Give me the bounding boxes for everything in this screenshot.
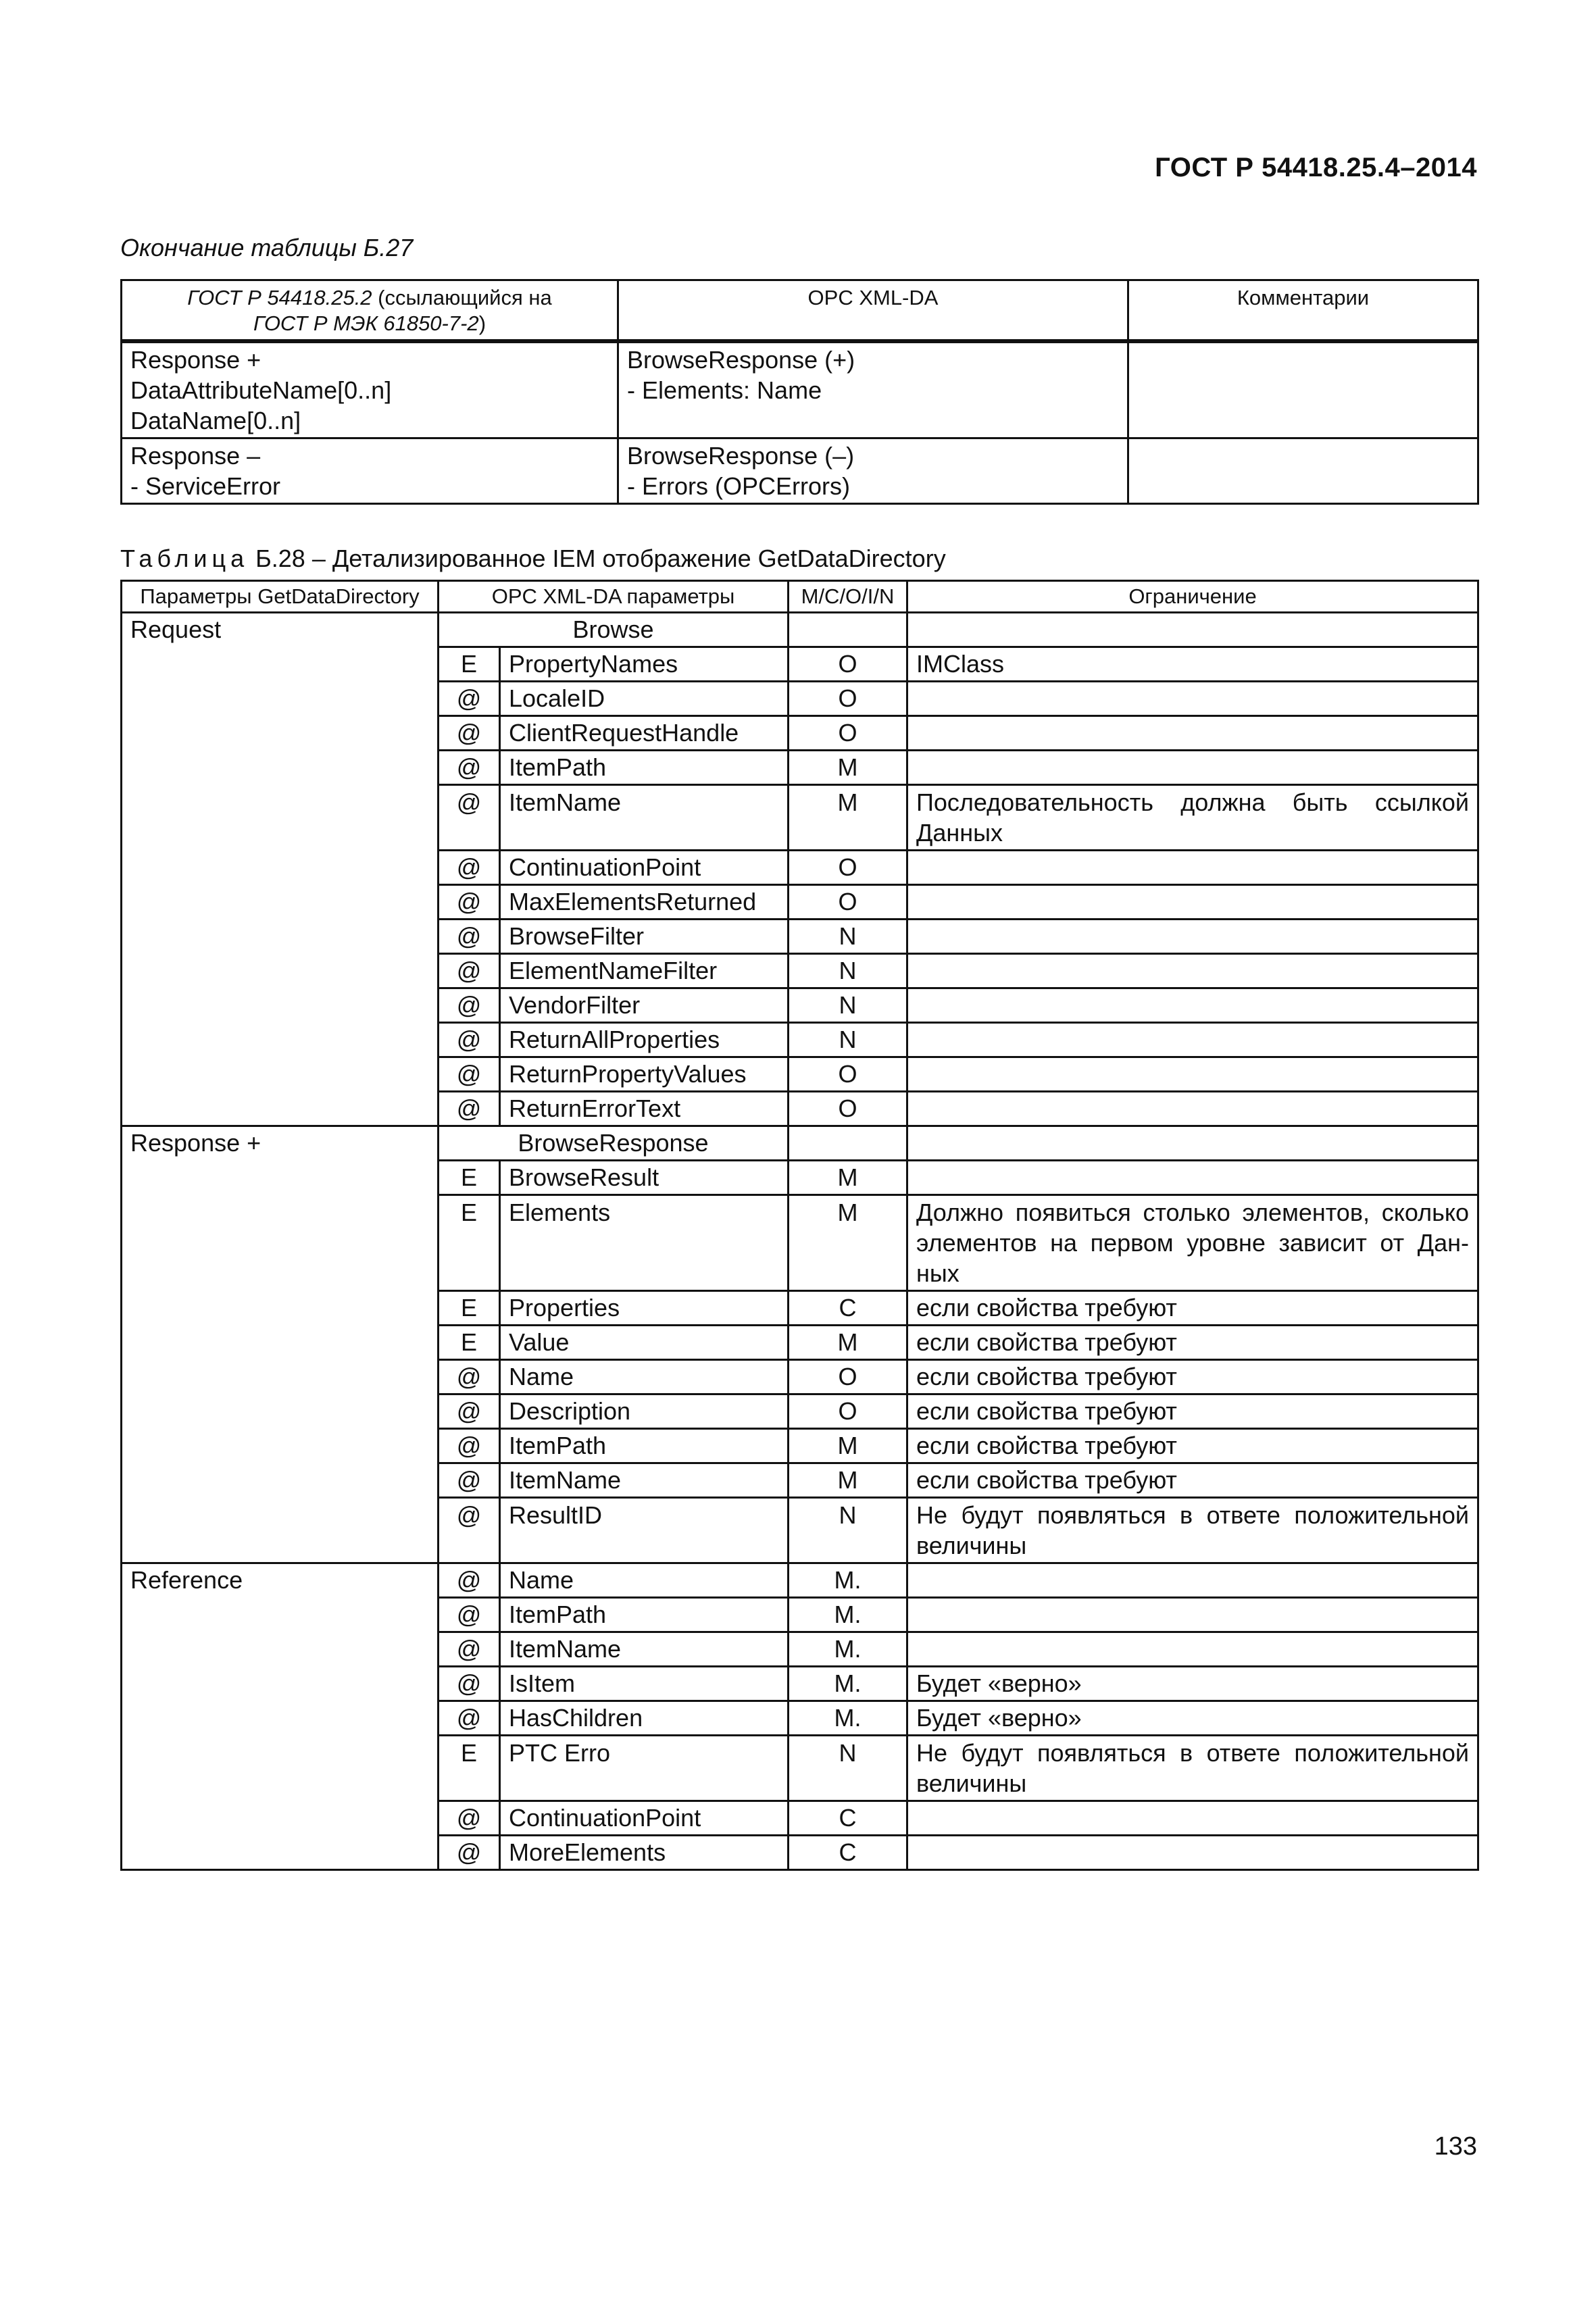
tag-cell: @ — [439, 954, 500, 988]
tag-cell: @ — [439, 751, 500, 785]
tag-cell: E — [439, 1291, 500, 1326]
param-name-cell: ItemPath — [500, 1598, 789, 1632]
param-name-cell: IsItem — [500, 1667, 789, 1701]
param-name-cell: Description — [500, 1394, 789, 1429]
mc-cell: C — [789, 1801, 907, 1836]
param-name-cell: ReturnAllProperties — [500, 1023, 789, 1057]
note-cell: Не будут появляться в ответе положительной величины — [907, 1736, 1478, 1801]
param-name-cell: PTC Erro — [500, 1736, 789, 1801]
mc-cell: N — [789, 1736, 907, 1801]
mc-cell: N — [789, 988, 907, 1023]
param-name-cell: ItemName — [500, 1632, 789, 1667]
param-name-cell: MaxElementsReturned — [500, 885, 789, 920]
mc-cell: N — [789, 920, 907, 954]
table-b27-header-opc: OPC XML-DA — [618, 280, 1128, 342]
note-cell — [907, 920, 1478, 954]
table-cell — [1128, 438, 1478, 504]
table-row — [122, 1126, 1478, 1161]
note-cell — [907, 988, 1478, 1023]
tag-cell: @ — [439, 920, 500, 954]
table-b28-caption: Таблица Б.28 – Детализированное IEM отображение GetDataDirectory — [120, 545, 946, 572]
table-cell — [1128, 341, 1478, 438]
mc-cell: M — [789, 1429, 907, 1463]
note-cell: Должно появиться столько элементов, сколько элементов на первом уровне зависит от Дан-ных — [907, 1195, 1478, 1291]
tag-cell: @ — [439, 1092, 500, 1126]
param-name-cell: ContinuationPoint — [500, 1801, 789, 1836]
table-row — [122, 1563, 1478, 1598]
tag-cell: @ — [439, 1360, 500, 1394]
param-name-cell: Elements — [500, 1195, 789, 1291]
tag-cell: @ — [439, 785, 500, 851]
table-cell: Response – - ServiceError — [122, 438, 618, 504]
table-row — [122, 341, 1478, 438]
mc-cell: M. — [789, 1563, 907, 1598]
table-cell: BrowseResponse (+) - Elements: Name — [618, 341, 1128, 438]
mc-cell: O — [789, 1057, 907, 1092]
tag-cell: @ — [439, 1463, 500, 1498]
param-name-cell: BrowseFilter — [500, 920, 789, 954]
header-opc-params: OPC XML-DA параметры — [439, 581, 789, 613]
note-cell: Не будут появляться в ответе положительной величины — [907, 1498, 1478, 1563]
tag-cell: @ — [439, 1701, 500, 1736]
table-row — [122, 613, 1478, 647]
note-cell — [907, 716, 1478, 751]
mc-cell: O — [789, 1360, 907, 1394]
mc-cell: C — [789, 1836, 907, 1870]
note-cell — [907, 751, 1478, 785]
tag-cell: @ — [439, 1498, 500, 1563]
tag-cell: @ — [439, 1801, 500, 1836]
mc-cell: O — [789, 647, 907, 682]
param-name-cell: ResultID — [500, 1498, 789, 1563]
note-cell — [907, 1563, 1478, 1598]
tag-cell: E — [439, 1736, 500, 1801]
table-row — [122, 438, 1478, 504]
param-name-cell: Name — [500, 1360, 789, 1394]
param-name-cell: HasChildren — [500, 1701, 789, 1736]
tag-cell: @ — [439, 1563, 500, 1598]
note-cell — [907, 1598, 1478, 1632]
mc-cell: M — [789, 1326, 907, 1360]
param-name-cell: ClientRequestHandle — [500, 716, 789, 751]
header-getdatadirectory-params: Параметры GetDataDirectory — [122, 581, 439, 613]
note-cell — [907, 682, 1478, 716]
param-name-cell: ItemPath — [500, 751, 789, 785]
note-cell — [907, 1836, 1478, 1870]
mc-cell: M — [789, 1195, 907, 1291]
tag-cell: E — [439, 647, 500, 682]
param-name-cell: ItemPath — [500, 1429, 789, 1463]
mc-cell — [789, 613, 907, 647]
note-cell — [907, 1092, 1478, 1126]
table-b27-header-gost: ГОСТ Р 54418.25.2 (ссылающийся на ГОСТ Р МЭК 61850-7-2) — [122, 280, 618, 342]
mc-cell: M — [789, 751, 907, 785]
param-name-cell: Properties — [500, 1291, 789, 1326]
mc-cell: M. — [789, 1632, 907, 1667]
tag-cell: @ — [439, 1429, 500, 1463]
mc-cell: O — [789, 851, 907, 885]
mc-cell: M. — [789, 1667, 907, 1701]
table-b28-header-row — [122, 581, 1478, 613]
tag-cell: E — [439, 1195, 500, 1291]
tag-cell: @ — [439, 1394, 500, 1429]
tag-cell: @ — [439, 988, 500, 1023]
param-name-cell: ItemName — [500, 1463, 789, 1498]
tag-cell: @ — [439, 716, 500, 751]
page-number: 133 — [1434, 2132, 1477, 2161]
group-label: Response + — [122, 1126, 439, 1563]
mc-cell: C — [789, 1291, 907, 1326]
group-label: Request — [122, 613, 439, 1126]
table-b28 — [120, 580, 1479, 1871]
note-cell: если свойства требуют — [907, 1394, 1478, 1429]
table-b27-header-row — [122, 280, 1478, 342]
param-name-cell: PropertyNames — [500, 647, 789, 682]
table-cell: BrowseResponse (–) - Errors (OPCErrors) — [618, 438, 1128, 504]
param-name-cell: ReturnPropertyValues — [500, 1057, 789, 1092]
mc-cell: O — [789, 1092, 907, 1126]
tag-cell: @ — [439, 851, 500, 885]
mc-cell: O — [789, 682, 907, 716]
mc-cell: N — [789, 1498, 907, 1563]
tag-cell: @ — [439, 1836, 500, 1870]
param-name-cell: VendorFilter — [500, 988, 789, 1023]
note-cell: если свойства требуют — [907, 1326, 1478, 1360]
note-cell: если свойства требуют — [907, 1429, 1478, 1463]
mc-cell: M — [789, 785, 907, 851]
mc-cell: N — [789, 954, 907, 988]
group-title: Browse — [439, 613, 789, 647]
table-b27-caption: Окончание таблицы Б.27 — [120, 234, 414, 261]
mc-cell: O — [789, 885, 907, 920]
note-cell — [907, 1057, 1478, 1092]
group-title: BrowseResponse — [439, 1126, 789, 1161]
tag-cell: @ — [439, 1023, 500, 1057]
note-cell: Будет «верно» — [907, 1667, 1478, 1701]
document-code: ГОСТ Р 54418.25.4–2014 — [1155, 153, 1477, 182]
note-cell: Последовательность должна быть ссылкой Данных — [907, 785, 1478, 851]
group-label: Reference — [122, 1563, 439, 1870]
note-cell — [907, 885, 1478, 920]
mc-cell: O — [789, 1394, 907, 1429]
table-cell: Response + DataAttributeName[0..n] DataName[0..n] — [122, 341, 618, 438]
mc-cell: N — [789, 1023, 907, 1057]
note-cell: Будет «верно» — [907, 1701, 1478, 1736]
note-cell — [907, 1801, 1478, 1836]
note-cell — [907, 1632, 1478, 1667]
note-cell — [907, 1023, 1478, 1057]
note-cell: если свойства требуют — [907, 1360, 1478, 1394]
note-cell — [907, 1126, 1478, 1161]
mc-cell: M. — [789, 1701, 907, 1736]
note-cell: IMClass — [907, 647, 1478, 682]
mc-cell: O — [789, 716, 907, 751]
tag-cell: @ — [439, 1667, 500, 1701]
note-cell — [907, 851, 1478, 885]
header-restriction: Ограничение — [907, 581, 1478, 613]
note-cell: если свойства требуют — [907, 1463, 1478, 1498]
tag-cell: @ — [439, 1057, 500, 1092]
tag-cell: E — [439, 1326, 500, 1360]
param-name-cell: ContinuationPoint — [500, 851, 789, 885]
param-name-cell: MoreElements — [500, 1836, 789, 1870]
note-cell — [907, 613, 1478, 647]
mc-cell: M — [789, 1161, 907, 1195]
mc-cell — [789, 1126, 907, 1161]
param-name-cell: ReturnErrorText — [500, 1092, 789, 1126]
param-name-cell: Value — [500, 1326, 789, 1360]
table-b27 — [120, 279, 1479, 505]
param-name-cell: ElementNameFilter — [500, 954, 789, 988]
param-name-cell: BrowseResult — [500, 1161, 789, 1195]
header-mcoin: M/C/O/I/N — [789, 581, 907, 613]
tag-cell: @ — [439, 682, 500, 716]
param-name-cell: Name — [500, 1563, 789, 1598]
note-cell: если свойства требуют — [907, 1291, 1478, 1326]
table-b27-header-comments: Комментарии — [1128, 280, 1478, 342]
note-cell — [907, 1161, 1478, 1195]
param-name-cell: LocaleID — [500, 682, 789, 716]
tag-cell: @ — [439, 1598, 500, 1632]
tag-cell: @ — [439, 1632, 500, 1667]
note-cell — [907, 954, 1478, 988]
param-name-cell: ItemName — [500, 785, 789, 851]
mc-cell: M — [789, 1463, 907, 1498]
mc-cell: M. — [789, 1598, 907, 1632]
tag-cell: @ — [439, 885, 500, 920]
tag-cell: E — [439, 1161, 500, 1195]
